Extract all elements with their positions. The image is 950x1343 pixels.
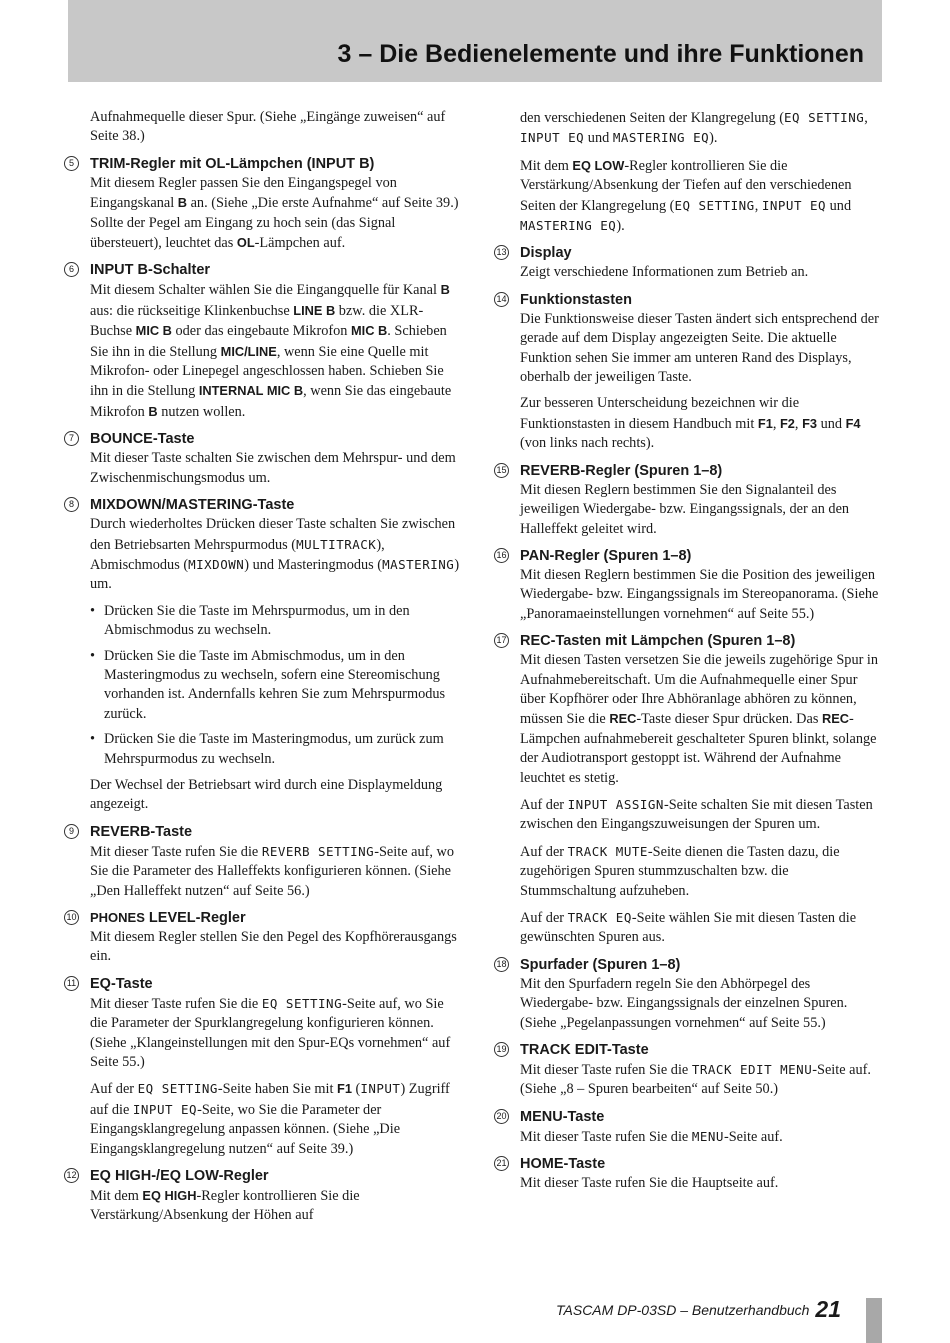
section-text: Mit dieser Taste rufen Sie die TRACK EDIT MENU-Seite auf. (Siehe „8 – Spuren bearbeiten“ auf Seite 50.) (520, 1062, 871, 1098)
section-heading: TRACK EDIT-Taste (520, 1042, 649, 1059)
section-heading: INPUT B-Schalter (90, 262, 211, 279)
section-text: Mit dieser Taste rufen Sie die REVERB SETTING-Seite auf, wo Sie die Parameter des Halleffekts konfigurieren können. (Siehe „Den Halleffekt nutzen“ auf Seite 56.) (90, 843, 455, 899)
section-text: Mit dieser Taste rufen Sie die EQ SETTING-Seite auf, wo Sie die Parameter der Spurklangregelung konfigurieren können. (Siehe „Klangeinstellungen mit den Spur-EQs vornehmen“ auf Seite 55.) (90, 995, 451, 1071)
section-heading: PHONES LEVEL-Regler (90, 910, 246, 926)
section-reverb-regler (494, 461, 886, 539)
section-text: Durch wiederholtes Drücken dieser Taste schalten Sie zwischen den Betriebsarten Mehrspurmodus (MULTITRACK), Abmischmodus (MIXDOWN) und Masteringmodus (MASTERING) um. (90, 516, 460, 593)
section-text: Auf der TRACK EQ-Seite wählen Sie mit diesen Tasten die gewünschten Spuren aus. (520, 910, 857, 946)
section-heading: REC-Tasten mit Lämpchen (Spuren 1–8) (520, 633, 796, 650)
section-text: Auf der INPUT ASSIGN-Seite schalten Sie mit diesen Tasten zwischen den Eingangszuweisungen der Spuren um. (520, 796, 873, 833)
section-heading: MENU-Taste (520, 1108, 605, 1125)
item-number: 20 (494, 1109, 509, 1124)
section-heading: Spurfader (Spuren 1–8) (520, 956, 681, 973)
bullet-list (90, 602, 460, 769)
section-track-edit-taste (494, 1040, 886, 1100)
section-text: Die Funktionsweise dieser Tasten ändert sich entsprechend der gerade auf dem Display angezeigten Seite. Die aktuelle Funktion sehen Sie immer am unteren Rand des Displays, oberhalb der jeweiligen Taste. (520, 310, 879, 386)
list-item: • Drücken Sie die Taste im Mehrspurmodus, um in den Abmischmodus zu wechseln. (90, 602, 460, 641)
section-text: Mit den Spurfadern regeln Sie den Abhörpegel des Wiedergabe- bzw. Eingangssignals der einzelnen Spuren. (Siehe „Pegelanpassungen vornehmen“ auf Seite 55.) (520, 975, 848, 1031)
section-text: Mit dem EQ HIGH-Regler kontrollieren Sie die Verstärkung/Absenkung der Höhen auf (90, 1188, 360, 1224)
item-number: 9 (64, 824, 79, 839)
section-heading: BOUNCE-Taste (90, 431, 195, 448)
section-text: Zur besseren Unterscheidung bezeichnen wir die Funktionstasten in diesem Handbuch mit F1, F2, F3 und F4 (von links nach rechts). (520, 395, 861, 452)
section-display (494, 243, 886, 282)
section-text: Mit diesen Reglern bestimmen Sie die Position des jeweiligen Wiedergabe- bzw. Eingangssignals im Stereopanorama. (Siehe „Panoramaeinstellungen vornehmen“ auf Seite 55.) (520, 566, 879, 622)
section-heading: REVERB-Taste (90, 823, 193, 840)
manual-title: TASCAM DP-03SD – Benutzerhandbuch (556, 1302, 810, 1318)
section-home-taste (494, 1154, 886, 1193)
section-text: Mit diesem Regler passen Sie den Eingangspegel von Eingangskanal B an. (Siehe „Die erste Aufnahme“ auf Seite 39.) Sollte der Pegel am Eingang zu hoch sein (das Signal übersteuert), leuchtet das OL-Lämpchen auf. (90, 174, 459, 252)
list-item: • Drücken Sie die Taste im Abmischmodus, um in den Masteringmodus zu wechseln, sofern eine Stereomischung vorhanden ist. Andernfalls kehren Sie zum Mehrspurmodus zurück. (90, 647, 460, 725)
section-text: Auf der EQ SETTING-Seite haben Sie mit F1 (INPUT) Zugriff auf die INPUT EQ-Seite, wo Sie die Parameter der Eingangsklangregelung anpassen können. (Siehe „Die Eingangsklangregelung nutzen“ auf Seite 39.) (90, 1081, 450, 1157)
section-heading: PAN-Regler (Spuren 1–8) (520, 547, 692, 564)
section-text: Mit dieser Taste schalten Sie zwischen dem Mehrspur- und dem Zwischenmischungsmodus um. (90, 450, 456, 486)
item-number: 8 (64, 497, 79, 512)
item-number: 18 (494, 957, 509, 972)
section-text: Mit diesem Schalter wählen Sie die Eingangquelle für Kanal B aus: die rückseitige Klinkenbuchse LINE B bzw. die XLR-Buchse MIC B oder das eingebaute Mikrofon MIC B. Schieben Sie ihn in die Stellung MIC/LINE, wenn Sie eine Quelle mit Mikrofon- oder Linepegel angeschlossen haben. Schieben Sie ihn in die Stellung INTERNAL MIC B, wenn Sie das eingebaute Mikrofon B nutzen wollen. (90, 282, 452, 420)
section-heading: MIXDOWN/MASTERING-Taste (90, 497, 295, 514)
section-heading: Funktionstasten (520, 291, 632, 308)
page-number: 21 (815, 1296, 842, 1322)
section-mixdown-mastering-taste (64, 495, 460, 815)
section-text: Mit diesem Regler stellen Sie den Pegel des Kopfhörerausgangs ein. (90, 929, 457, 965)
item-number: 17 (494, 633, 509, 648)
section-eq-high-low-regler (64, 1166, 460, 1226)
section-text: Mit dieser Taste rufen Sie die Hauptseite auf. (520, 1175, 779, 1192)
chapter-title: 3 – Die Bedienelemente und ihre Funktionen (337, 40, 864, 68)
section-eq-taste (64, 974, 460, 1159)
item-number: 15 (494, 463, 509, 478)
section-trim-regler (64, 154, 460, 254)
right-column (494, 108, 886, 1201)
section-input-b-schalter (64, 260, 460, 422)
section-spurfader (494, 955, 886, 1033)
chapter-header-bar (68, 0, 882, 82)
item-number: 12 (64, 1168, 79, 1183)
list-item: • Drücken Sie die Taste im Masteringmodus, um zurück zum Mehrspurmodus zu wechseln. (90, 730, 460, 769)
section-heading: Display (520, 245, 572, 262)
item-number: 10 (64, 910, 79, 925)
page-edge-tab (866, 1298, 882, 1343)
item-number: 21 (494, 1156, 509, 1171)
continued-paragraph: den verschiedenen Seiten der Klangregelung (EQ SETTING, INPUT EQ und MASTERING EQ). (520, 110, 868, 147)
item-number: 5 (64, 156, 79, 171)
section-pan-regler (494, 546, 886, 624)
section-reverb-taste (64, 822, 460, 901)
item-number: 6 (64, 262, 79, 277)
section-phones-level-regler (64, 908, 460, 967)
left-column (64, 108, 460, 1233)
item-number: 16 (494, 548, 509, 563)
section-text: Mit diesen Tasten versetzen Sie die jeweils zugehörige Spur in Aufnahmebereitschaft. Um die Aufnahmequelle einer Spur über Kopfhörer oder Ihre Abhöranlage abhören zu können, müssen Sie die REC-Taste dieser Spur drücken. Das REC-Lämpchen aufnahmebereit geschalteter Spuren blinkt, solange der Audiotransport gestoppt ist. Während der Aufnahme leuchtet es stetig. (520, 652, 879, 786)
section-bounce-taste (64, 429, 460, 488)
section-text: Der Wechsel der Betriebsart wird durch eine Displaymeldung angezeigt. (90, 776, 443, 813)
page-footer (556, 1296, 841, 1323)
item-number: 13 (494, 245, 509, 260)
item-number: 11 (64, 976, 79, 991)
item-number: 7 (64, 431, 79, 446)
section-heading: HOME-Taste (520, 1156, 606, 1173)
section-heading: REVERB-Regler (Spuren 1–8) (520, 462, 723, 479)
section-text: Auf der TRACK MUTE-Seite dienen die Tasten dazu, die zugehörigen Spuren stummzuschalten bzw. die Stummschaltung aufzuheben. (520, 843, 840, 899)
eq-low-paragraph: Mit dem EQ LOW-Regler kontrollieren Sie die Verstärkung/Absenkung der Tiefen auf den verschiedenen Seiten der Klangregelung (EQ SETTING, INPUT EQ und MASTERING EQ). (520, 157, 852, 235)
section-text: Mit diesen Reglern bestimmen Sie den Signalanteil des jeweiligen Wiedergabe- bzw. Eingangssignals, der an den Halleffekt geleitet wird. (520, 481, 850, 537)
section-heading: EQ-Taste (90, 975, 153, 992)
intro-paragraph: Aufnahmequelle dieser Spur. (Siehe „Eingänge zuweisen“ auf Seite 38.) (90, 109, 446, 145)
item-number: 14 (494, 292, 509, 307)
section-rec-tasten (494, 631, 886, 948)
section-heading: TRIM-Regler mit OL-Lämpchen (INPUT B) (90, 155, 375, 172)
item-number: 19 (494, 1042, 509, 1057)
section-funktionstasten (494, 290, 886, 454)
section-text: Zeigt verschiedene Informationen zum Betrieb an. (520, 264, 809, 281)
section-text: Mit dieser Taste rufen Sie die MENU-Seite auf. (520, 1128, 783, 1145)
section-menu-taste (494, 1107, 886, 1147)
section-heading: EQ HIGH-/EQ LOW-Regler (90, 1168, 269, 1185)
